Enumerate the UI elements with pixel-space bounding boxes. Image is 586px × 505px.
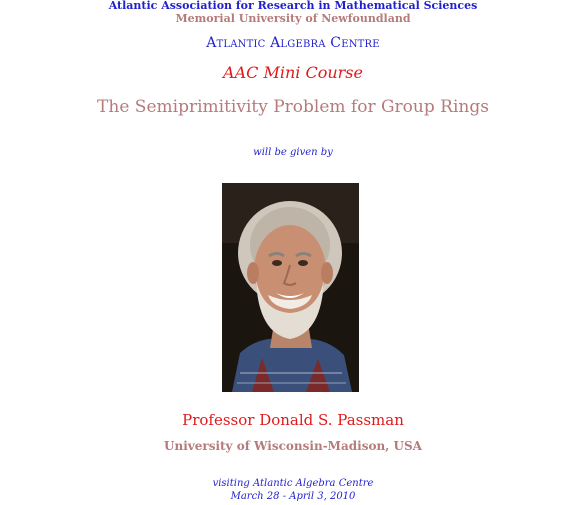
visit-text: visiting Atlantic Algebra Centre: [212, 478, 374, 489]
organization-name: Atlantic Association for Research in Mathematical Sciences: [108, 0, 478, 12]
course-title: The Semiprimitivity Problem for Group Rings: [97, 97, 489, 117]
centre-name: Atlantic Algebra Centre: [206, 35, 380, 51]
visit-dates: March 28 - April 3, 2010: [230, 491, 356, 502]
speaker-affiliation: University of Wisconsin-Madison, USA: [164, 439, 422, 453]
portrait-photo-icon: [222, 183, 359, 392]
course-type: AAC Mini Course: [223, 63, 363, 82]
given-by-text: will be given by: [253, 147, 333, 158]
university-name: Memorial University of Newfoundland: [175, 12, 411, 25]
speaker-name: Professor Donald S. Passman: [182, 411, 404, 429]
speaker-photo: [222, 183, 359, 392]
